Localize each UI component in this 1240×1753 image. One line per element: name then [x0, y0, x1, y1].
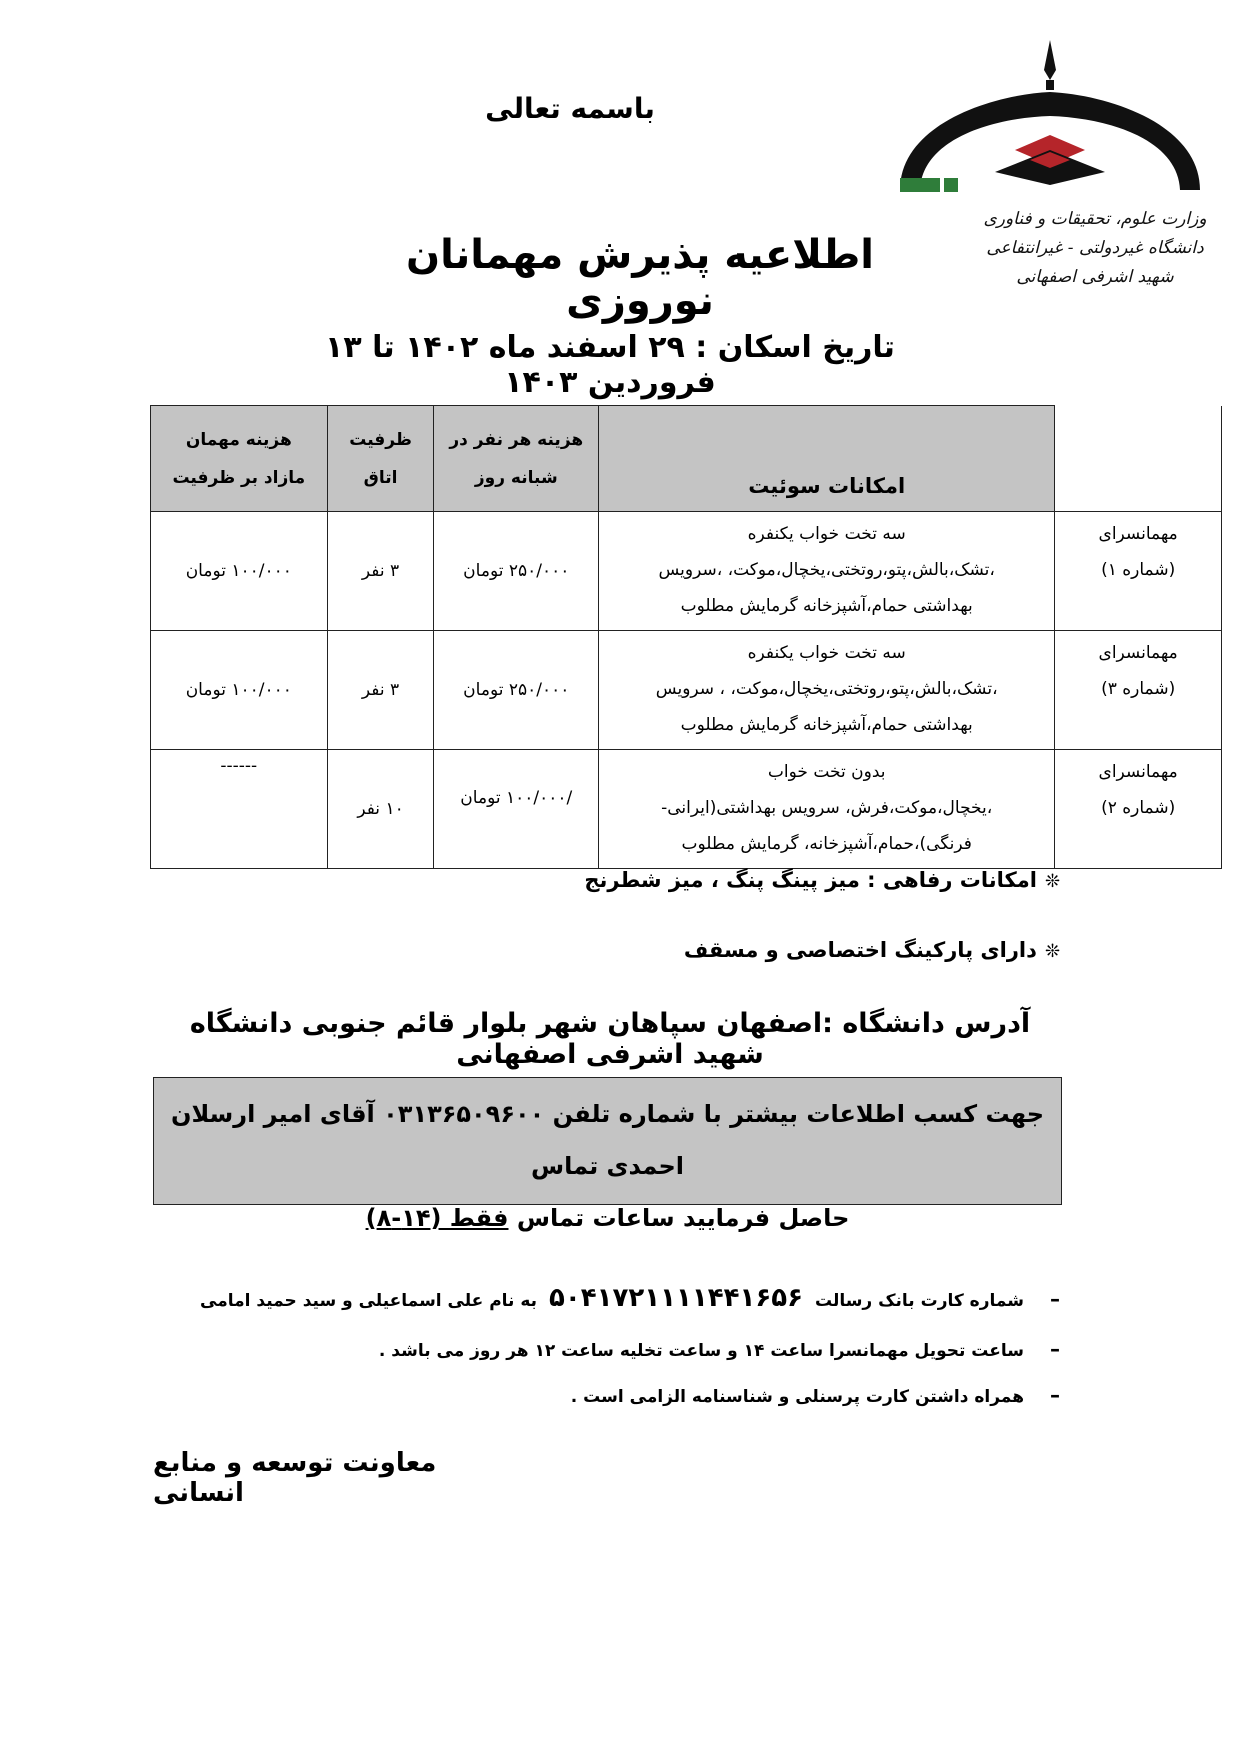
guesthouse-name: مهمانسرای	[1098, 524, 1178, 544]
amenities-line: فرنگی)،حمام،آشپزخانه، گرمایش مطلوب	[681, 834, 972, 854]
extra-guest-cell: ۱۰۰/۰۰۰ تومان	[151, 512, 328, 631]
card-owner: به نام علی اسماعیلی و سید حمید امامی	[200, 1291, 538, 1311]
header-cost-per-person	[434, 406, 599, 512]
asterisk-icon: ❊	[1044, 871, 1060, 892]
header-extra-guest	[151, 406, 328, 512]
header-extra-line-1: هزینه مهمان	[185, 429, 292, 450]
guesthouse-number: (شماره ۱)	[1101, 560, 1176, 580]
guesthouse-table	[150, 405, 1222, 869]
amenities-cell	[599, 750, 1055, 869]
header-amenities: امکانات سوئیت	[599, 406, 1055, 512]
guesthouse-name-cell	[1055, 512, 1222, 631]
amenities-title: سه تخت خواب یکنفره	[747, 524, 906, 544]
page-title: اطلاعیه پذیرش مهمانان نوروزی	[406, 232, 874, 324]
amenities-title: سه تخت خواب یکنفره	[747, 643, 906, 663]
logo-line-1: وزارت علوم، تحقیقات و فناوری	[983, 209, 1207, 229]
dash-icon: –	[1050, 1383, 1060, 1407]
contact-hours-prefix: حاصل فرمایید ساعات تماس	[516, 1204, 850, 1232]
basmala-heading: باسمه تعالی	[485, 92, 655, 125]
capacity-cell: ۳ نفر	[327, 512, 434, 631]
university-address: آدرس دانشگاه :اصفهان سپاهان شهر بلوار قائم جنوبی دانشگاه شهید اشرفی اصفهانی	[189, 1008, 1031, 1070]
capacity-cell: ۱۰ نفر	[327, 750, 434, 869]
documents-bullet	[571, 1383, 1060, 1407]
parking-text: دارای پارکینگ اختصاصی و مسقف	[683, 938, 1037, 962]
capacity-cell: ۳ نفر	[327, 631, 434, 750]
guesthouse-name-cell	[1055, 750, 1222, 869]
header-blank-cell	[1055, 406, 1222, 512]
signature: معاونت توسعه و منابع انسانی	[153, 1448, 437, 1508]
amenities-title: بدون تخت خواب	[767, 762, 886, 782]
bank-card-bullet	[200, 1283, 1060, 1313]
header-cost-line-1: هزینه هر نفر در	[449, 429, 584, 450]
amenities-cell	[599, 631, 1055, 750]
guesthouse-name: مهمانسرای	[1098, 643, 1178, 663]
header-capacity-line-1: ظرفیت	[349, 429, 412, 450]
logo-line-2: دانشگاه غیردولتی - غیرانتفاعی	[986, 238, 1204, 258]
contact-line-1: جهت کسب اطلاعات بیشتر با شماره تلفن ۰۳۱۳۶۵۰۹۶۰۰ آقای امیر ارسلان احمدی تماس	[170, 1100, 1045, 1180]
welfare-text: امکانات رفاهی : میز پینگ پنگ ، میز شطرنج	[584, 868, 1037, 892]
table-row	[151, 631, 1222, 750]
table-header-row	[151, 406, 1222, 512]
card-number: ۵۰۴۱۷۲۱۱۱۱۴۴۱۶۵۶	[549, 1283, 803, 1313]
table-row	[151, 750, 1222, 869]
checkin-text: ساعت تحویل مهمانسرا ساعت ۱۴ و ساعت تخلیه ساعت ۱۲ هر روز می باشد .	[378, 1341, 1024, 1361]
guesthouse-name: مهمانسرای	[1098, 762, 1178, 782]
documents-text: همراه داشتن کارت پرسنلی و شناسنامه الزامی است .	[570, 1387, 1024, 1407]
contact-line-2	[154, 1192, 1061, 1244]
parking-note	[684, 938, 1060, 962]
guesthouse-number: (شماره ۳)	[1101, 679, 1176, 699]
card-prefix: شماره کارت بانک رسالت	[814, 1291, 1024, 1311]
header-capacity	[327, 406, 434, 512]
header-cost-line-2: شبانه روز	[474, 467, 558, 488]
extra-guest-cell: ------	[151, 750, 328, 869]
cost-cell: /۱۰۰/۰۰۰ تومان	[434, 750, 599, 869]
welfare-note	[584, 868, 1060, 892]
table-row	[151, 512, 1222, 631]
amenities-line: ،یخچال،موکت،فرش، سرویس بهداشتی(ایرانی-	[661, 798, 993, 818]
amenities-line: ،تشک،بالش،پتو،روتختی،یخچال،موکت، ، سرویس	[655, 679, 998, 699]
logo-text	[960, 205, 1230, 292]
dash-icon: –	[1050, 1287, 1060, 1311]
contact-hours: فقط (۱۴-۸)	[365, 1204, 509, 1232]
guesthouse-name-cell	[1055, 631, 1222, 750]
amenities-line: بهداشتی حمام،آشپزخانه گرمایش مطلوب	[680, 596, 973, 616]
logo-line-3: شهید اشرفی اصفهانی	[1016, 267, 1174, 287]
amenities-cell	[599, 512, 1055, 631]
guesthouse-number: (شماره ۲)	[1101, 798, 1176, 818]
cost-cell: ۲۵۰/۰۰۰ تومان	[434, 512, 599, 631]
asterisk-icon: ❊	[1044, 941, 1060, 962]
cost-cell: ۲۵۰/۰۰۰ تومان	[434, 631, 599, 750]
contact-box	[153, 1077, 1062, 1232]
extra-guest-cell: ۱۰۰/۰۰۰ تومان	[151, 631, 328, 750]
amenities-line: ،تشک،بالش،پتو،روتختی،یخچال،موکت، ،سرویس	[658, 560, 995, 580]
checkin-bullet	[379, 1337, 1060, 1361]
dash-icon: –	[1050, 1337, 1060, 1361]
header-capacity-line-2: اتاق	[363, 467, 398, 488]
amenities-line: بهداشتی حمام،آشپزخانه گرمایش مطلوب	[680, 715, 973, 735]
header-extra-line-2: مازاد بر ظرفیت	[172, 467, 306, 488]
stay-date: تاریخ اسکان : ۲۹ اسفند ماه ۱۴۰۲ تا ۱۳ فروردین ۱۴۰۳	[325, 330, 895, 400]
